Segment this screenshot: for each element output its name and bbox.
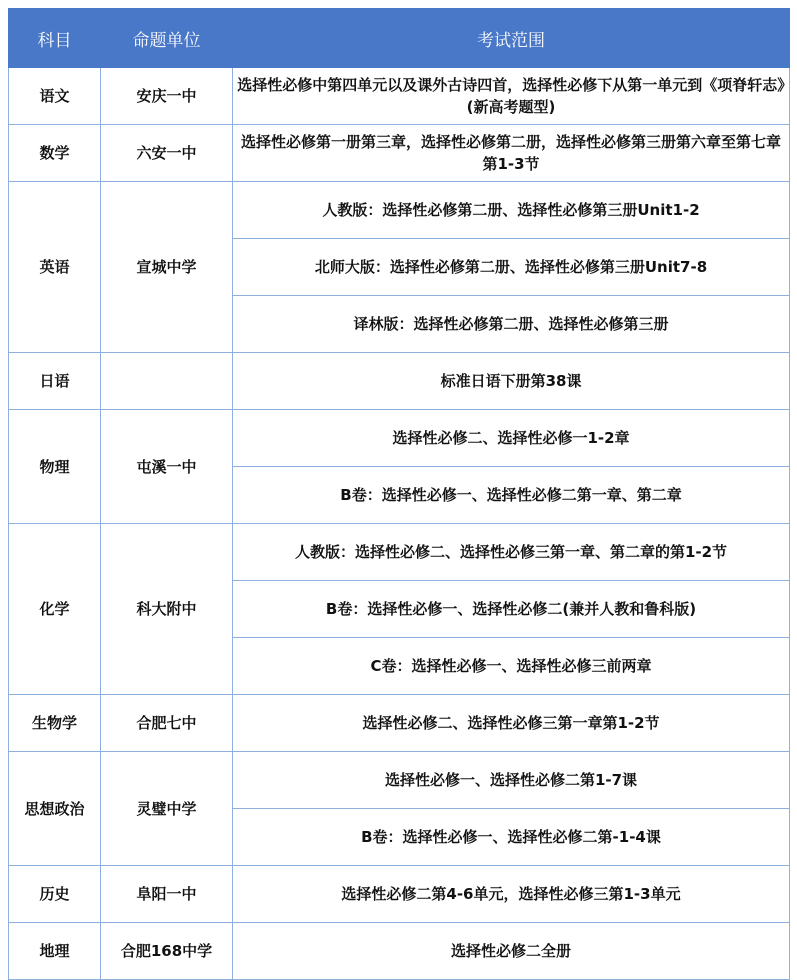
scope-cell: B卷：选择性必修一、选择性必修二(兼并人教和鲁科版)	[233, 581, 790, 638]
unit-cell: 阜阳一中	[101, 866, 233, 923]
subject-cell: 地理	[9, 923, 101, 980]
subject-cell: 数学	[9, 125, 101, 182]
scope-cell: 选择性必修第一册第三章，选择性必修第二册，选择性必修第三册第六章至第七章第1-3节	[233, 125, 790, 182]
subject-cell: 日语	[9, 353, 101, 410]
table-row	[9, 68, 790, 125]
subject-cell: 化学	[9, 524, 101, 695]
header-subject: 科目	[9, 9, 101, 68]
scope-cell: 选择性必修二第4-6单元，选择性必修三第1-3单元	[233, 866, 790, 923]
unit-cell: 灵璧中学	[101, 752, 233, 866]
header-scope: 考试范围	[233, 9, 790, 68]
subject-cell: 语文	[9, 68, 101, 125]
scope-cell: 选择性必修二、选择性必修三第一章第1-2节	[233, 695, 790, 752]
scope-cell: B卷：选择性必修一、选择性必修二第-1-4课	[233, 809, 790, 866]
subject-cell: 英语	[9, 182, 101, 353]
table-row	[9, 524, 790, 581]
unit-cell: 合肥七中	[101, 695, 233, 752]
scope-cell: 北师大版：选择性必修第二册、选择性必修第三册Unit7-8	[233, 239, 790, 296]
unit-cell: 科大附中	[101, 524, 233, 695]
table-row	[9, 866, 790, 923]
table-row	[9, 182, 790, 239]
scope-cell: B卷：选择性必修一、选择性必修二第一章、第二章	[233, 467, 790, 524]
scope-cell: 选择性必修二、选择性必修一1-2章	[233, 410, 790, 467]
unit-cell: 六安一中	[101, 125, 233, 182]
subject-cell: 历史	[9, 866, 101, 923]
table-row	[9, 125, 790, 182]
header-unit: 命题单位	[101, 9, 233, 68]
unit-cell: 安庆一中	[101, 68, 233, 125]
scope-cell: 选择性必修中第四单元以及课外古诗四首，选择性必修下从第一单元到《项脊轩志》(新高考题型)	[233, 68, 790, 125]
unit-cell: 宣城中学	[101, 182, 233, 353]
scope-cell: 选择性必修二全册	[233, 923, 790, 980]
table-row	[9, 923, 790, 980]
table-row	[9, 353, 790, 410]
scope-cell: 标准日语下册第38课	[233, 353, 790, 410]
table-header-row	[9, 9, 790, 68]
unit-cell	[101, 353, 233, 410]
scope-cell: C卷：选择性必修一、选择性必修三前两章	[233, 638, 790, 695]
table-row	[9, 695, 790, 752]
scope-cell: 人教版：选择性必修二、选择性必修三第一章、第二章的第1-2节	[233, 524, 790, 581]
subject-cell: 思想政治	[9, 752, 101, 866]
unit-cell: 屯溪一中	[101, 410, 233, 524]
exam-scope-table	[8, 8, 790, 980]
scope-cell: 选择性必修一、选择性必修二第1-7课	[233, 752, 790, 809]
unit-cell: 合肥168中学	[101, 923, 233, 980]
scope-cell: 译林版：选择性必修第二册、选择性必修第三册	[233, 296, 790, 353]
table-row	[9, 752, 790, 809]
table-row	[9, 410, 790, 467]
subject-cell: 生物学	[9, 695, 101, 752]
scope-cell: 人教版：选择性必修第二册、选择性必修第三册Unit1-2	[233, 182, 790, 239]
subject-cell: 物理	[9, 410, 101, 524]
